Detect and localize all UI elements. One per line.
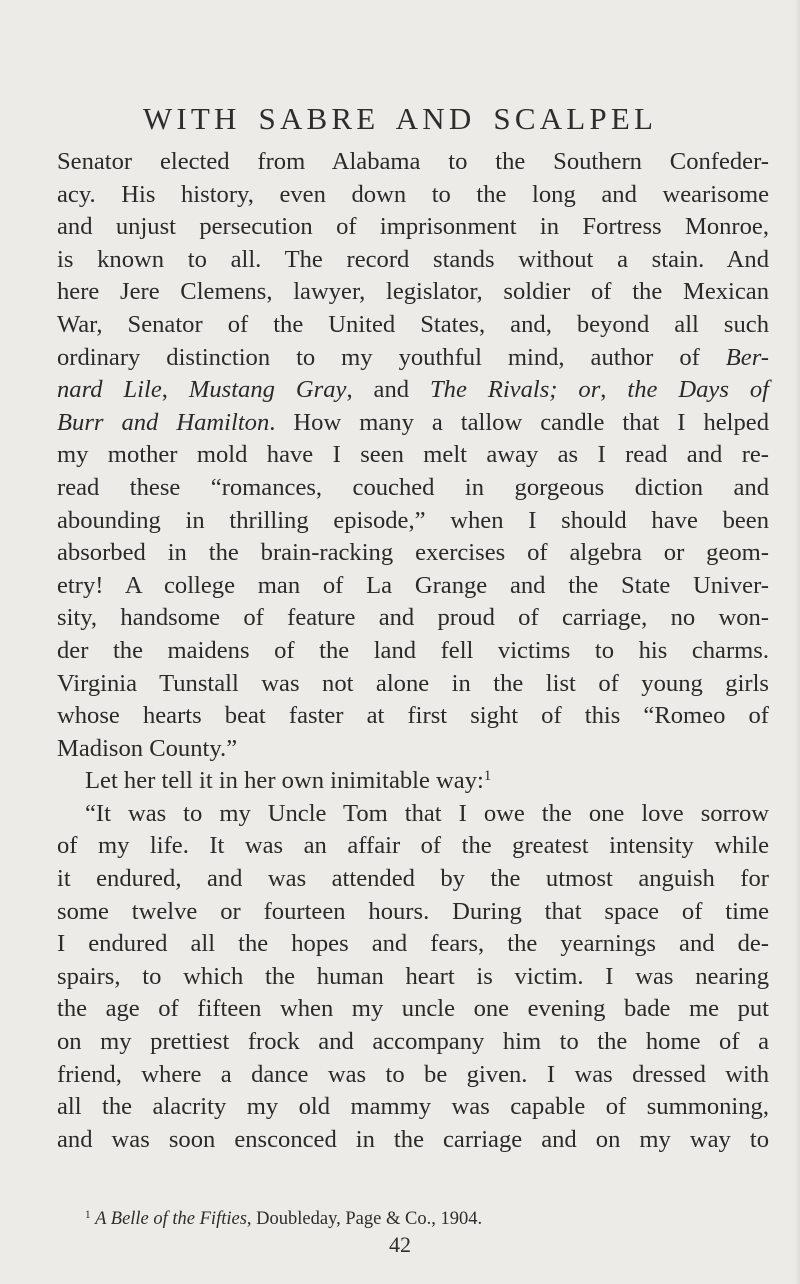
footnote-reference: 1 <box>483 768 492 785</box>
book-title-italic: Mustang Gray <box>188 376 347 404</box>
running-head: WITH SABRE AND SCALPEL <box>142 101 658 136</box>
text-line: whose hearts beat faster at first sight of this “Romeo of <box>57 702 769 730</box>
book-title-italic: Ber- <box>725 343 769 371</box>
text-line: War, Senator of the United States, and, beyond all such <box>57 310 769 338</box>
text-line: it endured, and was attended by the utmost anguish for <box>57 865 769 893</box>
text-line: here Jere Clemens, lawyer, legislator, soldier of the Mexican <box>57 278 769 306</box>
text-line: Virginia Tunstall was not alone in the list of young girls <box>57 669 769 697</box>
text-line: Let her tell it in her own inimitable way:$^1$ <box>85 767 492 795</box>
text-line: all the alacrity my old mammy was capable of summoning, <box>57 1093 769 1121</box>
text-line: nard Lile, Mustang Gray, and The Rivals; or, the Days of <box>57 376 769 404</box>
text-line: etry! A college man of La Grange and the State Univer- <box>57 571 769 599</box>
body-text <box>57 146 769 1156</box>
text-line: spairs, to which the human heart is victim. I was nearing <box>57 962 769 990</box>
text-line: abounding in thrilling episode,” when I should have been <box>57 506 769 534</box>
text-line: the age of fifteen when my uncle one evening bade me put <box>57 995 769 1023</box>
text-line: Burr and Hamilton. How many a tallow candle that I helped <box>57 408 770 436</box>
footnote <box>85 1209 482 1230</box>
book-title-italic: The Rivals; or <box>429 376 601 404</box>
book-title-italic: Burr and Hamilton <box>57 408 270 436</box>
page-number: 42 <box>389 1232 411 1257</box>
text-line: on my prettiest frock and accompany him to the home of a <box>57 1028 769 1056</box>
text-line: is known to all. The record stands without a stain. And <box>57 245 769 273</box>
book-title-italic: the Days of <box>627 376 769 404</box>
footnote-publisher: , Doubleday, Page & Co., 1904. <box>246 1209 483 1229</box>
text-line: “It was to my Uncle Tom that I owe the one love sorrow <box>85 799 769 827</box>
footnote-mark: 1 <box>85 1208 91 1221</box>
text-line: I endured all the hopes and fears, the yearnings and de- <box>57 930 769 958</box>
text-line: my mother mold have I seen melt away as I read and re- <box>57 441 769 469</box>
text-line: some twelve or fourteen hours. During that space of time <box>57 897 769 925</box>
text-line: and was soon ensconced in the carriage and on my way to <box>57 1125 769 1153</box>
text-line: der the maidens of the land fell victims to his charms. <box>57 636 769 664</box>
page-edge-shadow <box>794 0 800 1284</box>
text-line: and unjust persecution of imprisonment in Fortress Monroe, <box>57 213 769 241</box>
book-title-italic: nard Lile <box>57 376 162 404</box>
text-line: acy. His history, even down to the long and wearisome <box>57 180 769 208</box>
text-line: friend, where a dance was to be given. I was dressed with <box>57 1060 769 1088</box>
text-line: Madison County.” <box>57 734 238 762</box>
footnote-book-title: A Belle of the Fifties <box>95 1209 247 1229</box>
text-line: Senator elected from Alabama to the Southern Confeder- <box>57 148 769 175</box>
text-line: sity, handsome of feature and proud of carriage, no won- <box>57 604 769 632</box>
text-line: read these “romances, couched in gorgeous diction and <box>57 473 769 501</box>
text-line: of my life. It was an affair of the greatest intensity while <box>57 832 769 860</box>
text-line: absorbed in the brain-racking exercises of algebra or geom- <box>57 539 769 567</box>
text-line: ordinary distinction to my youthful mind, author of Ber- <box>57 343 769 371</box>
